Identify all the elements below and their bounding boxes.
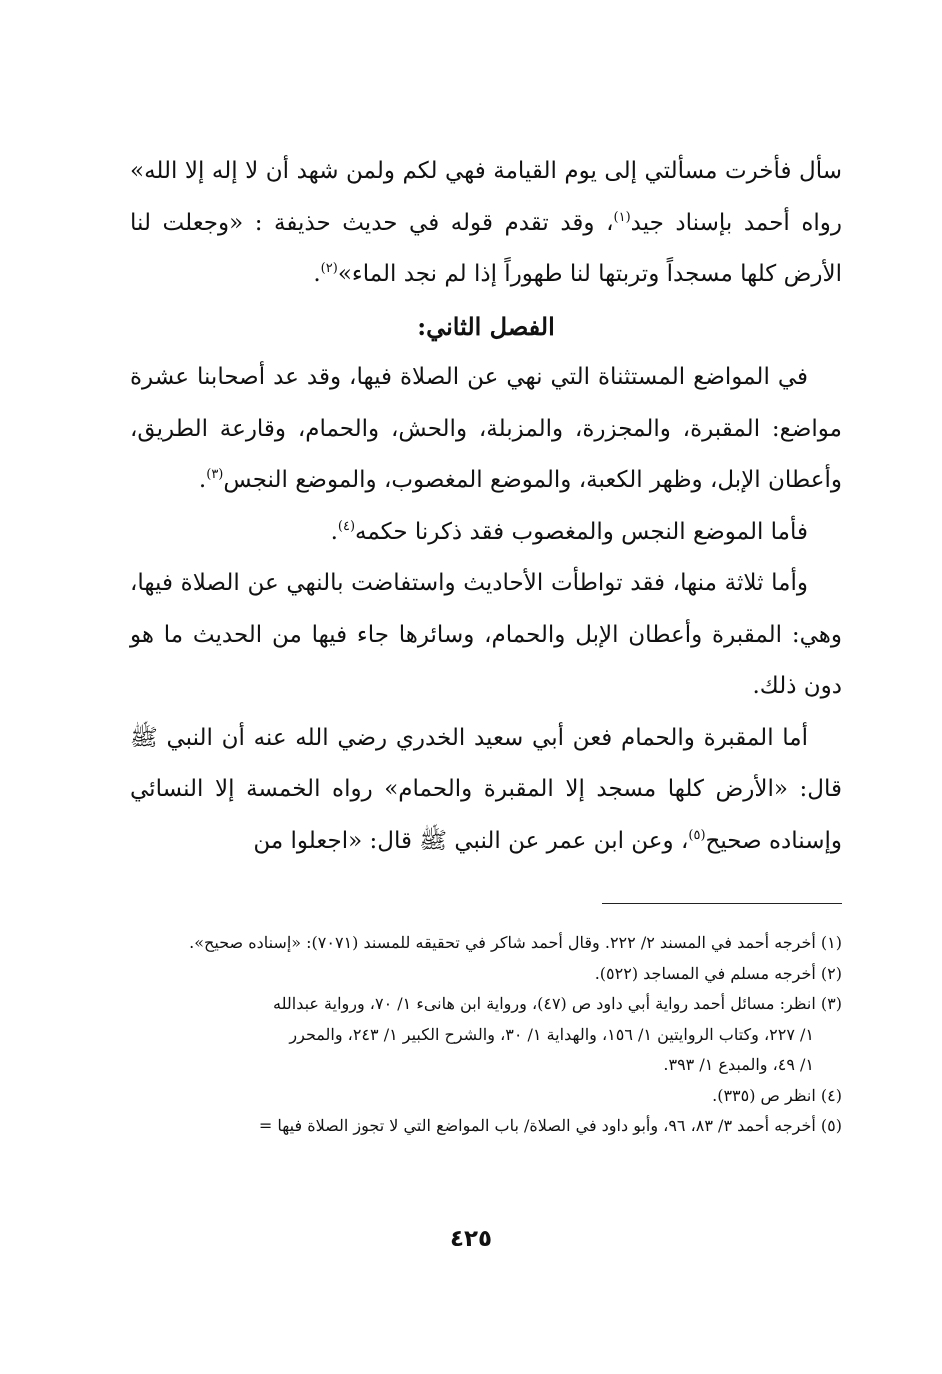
paragraph-1-text-cont: ، وقد تقدم قوله في حديث حذيفة : «وجعلت لنا الأرض كلها مسجداً وتربتها لنا طهوراً إذا لم نجد الماء» (130, 209, 842, 287)
paragraph-1 (130, 146, 842, 301)
paragraph-2-text: في المواضع المستثناة التي نهي عن الصلاة فيها، وقد عد أصحابنا عشرة مواضع: المقبرة، والمجزرة، والمزبلة، والحش، والحمام، وقارعة الطريق، وأعطان الإبل، وظهر الكعبة، والموضع المغصوب، والموضع النجس (130, 364, 842, 493)
paragraph-3-end: . (330, 518, 338, 545)
footnotes (130, 928, 842, 1142)
footnote-ref-4[interactable]: (٤) (337, 518, 356, 534)
paragraph-5-text: أما المقبرة والحمام فعن أبي سعيد الخدري رضي الله عنه أن النبي ﷺ قال: «الأرض كلها مسجد إلا المقبرة والحمام» رواه الخمسة إلا النسائي وإسناده صحيح (130, 724, 842, 854)
paragraph-5 (130, 713, 842, 868)
footnote-4: (٤) انظر ص (٣٣٥). (712, 1085, 842, 1105)
page-number: ٤٢٥ (449, 1226, 493, 1252)
paragraph-3-text: فأما الموضع النجس والمغصوب فقد ذكرنا حكمه (355, 518, 808, 545)
paragraph-2 (130, 352, 842, 507)
paragraph-1-end: . (313, 261, 321, 287)
footnote-3-line-2: ١/ ٢٢٧، وكتاب الروايتين ١/ ١٥٦، والهداية ١/ ٣٠، والشرح الكبير ١/ ٢٤٣، والمحرر (289, 1024, 814, 1044)
paragraph-4: وأما ثلاثة منها، فقد تواطأت الأحاديث واستفاضت بالنهي عن الصلاة فيها، وهي: المقبرة وأعطان الإبل والحمام، وسائرها جاء فيها من الحديث ما هو دون ذلك. (130, 570, 842, 699)
footnote-1: (١) أخرجه أحمد في المسند ٢/ ٢٢٢. وقال أحمد شاكر في تحقيقه للمسند (٧٠٧١): «إسناده صحيح». (189, 933, 842, 952)
footnote-ref-2[interactable]: (٢) (320, 260, 338, 276)
footnote-ref-3[interactable]: (٣) (206, 466, 224, 482)
footnote-3-line-1: (٣) انظر: مسائل أحمد رواية أبي داود ص (٤٧)، ورواية ابن هانىء ١/ ٧٠، ورواية عبدالله (273, 994, 842, 1013)
footnote-ref-1[interactable]: (١) (613, 209, 631, 225)
footnote-5: (٥) أخرجه أحمد ٣/ ٨٣، ٩٦، وأبو داود في الصلاة/ باب المواضع التي لا تجوز الصلاة فيها = (258, 1116, 842, 1135)
footnote-3-line-3: ١/ ٤٩، والمبدع ١/ ٣٩٣. (663, 1055, 814, 1074)
section-heading: الفصل الثاني: (417, 311, 555, 341)
main-text (130, 146, 842, 867)
paragraph-1-text: سأل فأخرت مسألتي إلى يوم القيامة فهي لكم ولمن شهد أن لا إله إلا الله» رواه أحمد بإسناد جيد (130, 158, 842, 236)
paragraph-3 (130, 507, 842, 559)
paragraph-5-end: ، وعن ابن عمر عن النبي ﷺ قال: «اجعلوا من (253, 827, 689, 854)
footnote-2: (٢) أخرجه مسلم في المساجد (٥٢٢). (594, 963, 842, 983)
footnote-divider (602, 903, 842, 904)
paragraph-2-end: . (198, 467, 207, 493)
footnote-ref-5[interactable]: (٥) (688, 827, 706, 843)
